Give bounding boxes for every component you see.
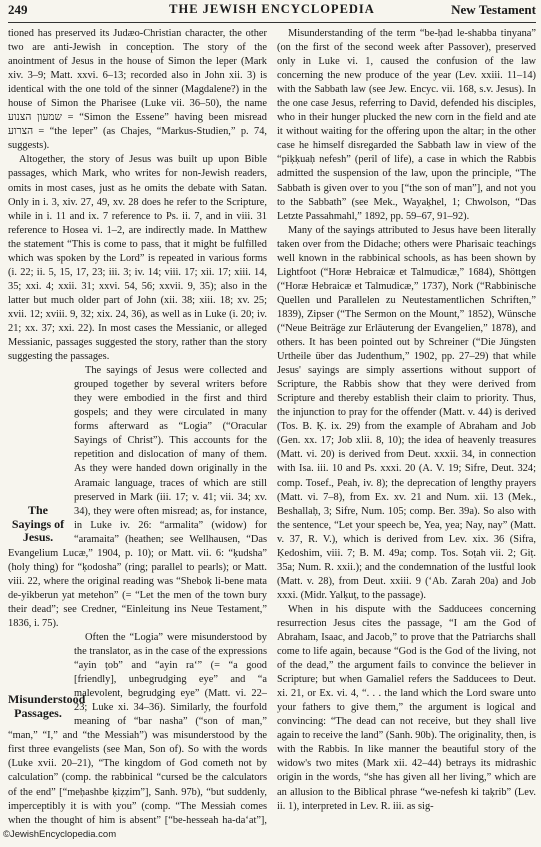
copyright-footer: ©JewishEncyclopedia.com — [3, 829, 117, 840]
running-title: THE JEWISH ENCYCLOPEDIA — [169, 2, 375, 16]
paragraph: When in his dispute with the Sadducees concerning resurrection Jesus cites the passage, “I am the God of Abraham, Isaac, and Jacob,” to prove that the Patriarchs shall come to life again, because “God is the God of the living, not of the dead,” the argument fails to convince the believer in Scripture; but when Gamaliel refers the Sadducees to Deut. xi. 21, or Ex. vi. 4, “. . . the land which the Lord sware unto your fathers to give them,” the argument is logical and convincing: “The dead can not receive, but they shall live again to receive the land” (Sanh. 90b). The originality, then, is with the Rabbis. In like manner the beautiful story of the widow's two mites (Mark xii. 42–44) betrays its midrashic origin in the words, “she has given all her living,” which are an allusion to the Biblical phrase “we-nefesh ki taḳrib” (Lev. ii. 1), interpreted in Lev. R. iii. as sig- — [277, 603, 536, 812]
sidenote-sayings: The Sayings of Jesus. — [11, 503, 65, 545]
page-number: 249 — [8, 2, 28, 17]
paragraph: The sayings of Jesus were collected and grouped together by several writers before they were embodied in the first and third gospels; and they were circulated in many forms afterward as “Logia” (“Oracular Sayings of Christ”). This accounts for the repetition and dislocation of many of them. As they were handed down originally in the Aramaic language, traces of which are still preserved in Mark (iii. 17; v. 41; vii. 34; xv. 34), they were often misread; as, for instance, in Luke iv. 26: “armalita” (widow) for “aramaita” (heathen; see Wellhausen, “Das Evangelium Lucæ,” 1904, p. 10); or Matt. vii. 6: “ḳudsha” (holy thing) for “ḳodosha” (ring; parallel to pearls); or Matt. viii. 22, where the original reading was “Sheboḳ li-bene mata de-yikberun yat metehon” (= “Let the men of the town bury their dead”; see Credner, “Einleitung ins Neue Testament,” 1836, i. 75). — [8, 365, 267, 629]
right-column — [277, 27, 536, 827]
paragraph: Many of the sayings attributed to Jesus have been literally taken over from the Didache; others were Pharisaic teachings well known in the rabbinical schools, as has been shown by Lightfoot (“Horæ Hebraicæ et Talmudicæ,” 1684), Shöttgen (“Horæ Hebraicæ et Talmudicæ,” 1737), Nork (“Rabbinische Quellen und Parallelen zu Neutestamentlichen Schriften,” 1839), Zipser (“The Sermon on the Mount,” 1852), Wünsche (“Neue Beiträge zur Erläuterung der Evangelien,” 1878), and others. It has been pointed out by Schreiner (“Die Jüngsten Urtheile über das Judenthum,” 1902, pp. 27–29) that while Jesus' sayings are simply assertions without support of Scripture, the Rabbis show that they were derived from Scripture and thereby establish their claim to priority. Thus, the injunction to pray for the offender (Matt. v. 44) is derived (Tos. B. Ḳ. ix. 29) from the example of Abraham and Job (Gen. xx. 17; Job xlii. 8, 10); the idea of heavenly treasures (Matt. vi. 20) is derived from Deut. xxxii. 34, in connection with Isa. iii. 10 and Ps. xxxi. 20 (A. V. 19; Sifre, Deut. 324; comp. Tosef., Peah, iv. 8); the deprecation of lengthy prayers (Matt. vi. 7–8), from Ex. xv. 21 and Num. xii. 13 (Mek., Beshallaḥ, 3; Sifre, Num. 105; comp. Ber. 39a). So also with the sentence, “Let your speech be, Yea, yea; Nay, nay” (Matt. v. 37, R. V.), which is derived from Lev. xix. 36 (Sifra, Ḳedoshim, viii. 7; B. M. 49a; comp. Tos. Soṭah vii. 2; Giṭ. 35a; Num. R. xxii.); and the condemnation of the lustful look (Matt. v. 28), from Deut. xxiii. 9 (‘Ab. Zarah 20a) and Job xxxi. (Midr. Yalḳuṭ, to the passage). — [277, 224, 536, 601]
page-header — [8, 0, 536, 22]
paragraph: Altogether, the story of Jesus was built up upon Bible passages, which Mark, who writes for non-Jewish readers, omits in most cases, just as he omits the debate with Satan. Only in i. 3, xiv. 27, 49, xv. 28 does he refer to the Scripture, while in i. 11 and ix. 7 reference to Ps. ii. 7, and in viii. 31 reference to Hosea vi. 1–2, are indirectly made. In Matthew the statement “This is come to pass, that it might be fulfilled which was spoken by the Lord” is repeated in various forms (i. 22; ii. 5, 15, 17, 23; iii. 3; iv. 14; viii. 17; xii. 17; xiii. 14, 35; xxi. 4; xxii. 31; xxvi. 54, 56; xxvii. 9, 35); also in the latter but much older part of John (xii. 38; xiii. 18; xv. 25; xvii. 12; xviii. 9, 32; xix. 24, 36), as well as in Luke (i. 20; iv. 21; xx. 37; xxi. 22). In most cases the Messianic, or alleged Messianic, passages suggested the story, rather than the story suggesting the passages. — [8, 154, 267, 363]
paragraph: Often the “Logia” were misunderstood by the translator, as in the case of the expressions “ayin ṭob” and “ayin ra‘” (= “a good [friendly], unbegrudging eye” and “a malevolent, begrudging eye” (Matt. vi. 22–23; Luke xi. 34–36). Similarly, the fourfold meaning of “bar nasha” (“son of man,” “man,” “I,” and “the Messiah”) was misunderstood by the first three evangelists (see Man, Son of). So with the words (Luke xvii. 20–21), “The kingdom of God cometh not by calculation” (comp. the rabbinical “cursed be the calculators of the end” [“meḥashbe ḳiẓẓim”], Sanh. 97b), “but suddenly, imperceptibly it is with you” (comp. “The Messiah comes when the thought of him is absent” [“be-hesseah ha-da‘at”], — [8, 632, 267, 826]
header-rule — [8, 22, 536, 23]
paragraph: tioned has preserved its Judæo-Christian character, the other two are anti-Jewish in conception. The story of the anointment of Jesus in the house of Simon the leper (Mark xiv. 3–9; Matt. xxvi. 6–13; recorded also in John xii. 3) is identical with the one told of the sinner (Magdalene?) in the house of Simon the Pharisee (Luke vii. 36–50), the name שמעון הצנוע = “Simon the Essene” having been misread הצרוע = “the leper” (as Chajes, “Markus-Studien,” p. 74, suggests). — [8, 28, 267, 152]
sidenote-misunderstood: Misunderstood Passages. — [8, 692, 86, 720]
paragraph: Misunderstanding of the term “be-ḥad le-shabba tinyana” (on the first of the second week after Passover), preserved only in Luke vi. 1, caused the confusion of the law concerning the new produce of the year (Lev. xxiii. 11–14) with the Sabbath law (see Jew. Encyc. vii. 168, s.v. Jesus). In the one case Jesus, referring to David, defended his disciples, who in their hunger plucked the new corn in the field and ate it without waiting for the offering upon the altar; in the other case he himself disregarded the Sabbath law in view of the “piḳḳuaḥ nefesh” (peril of life), a case in which the Rabbis admitted the suspension of the law, upon the principle, “The Sabbath is given over to you [“the son of man”], and not you to the Sabbath” (see Mek., Wayaḳhel, 1; Chwolson, “Das Letzte Passahmahl,” 1892, pp. 59–67, 91–92). — [277, 28, 536, 222]
section-title: New Testament — [451, 2, 536, 17]
left-column — [8, 27, 267, 827]
